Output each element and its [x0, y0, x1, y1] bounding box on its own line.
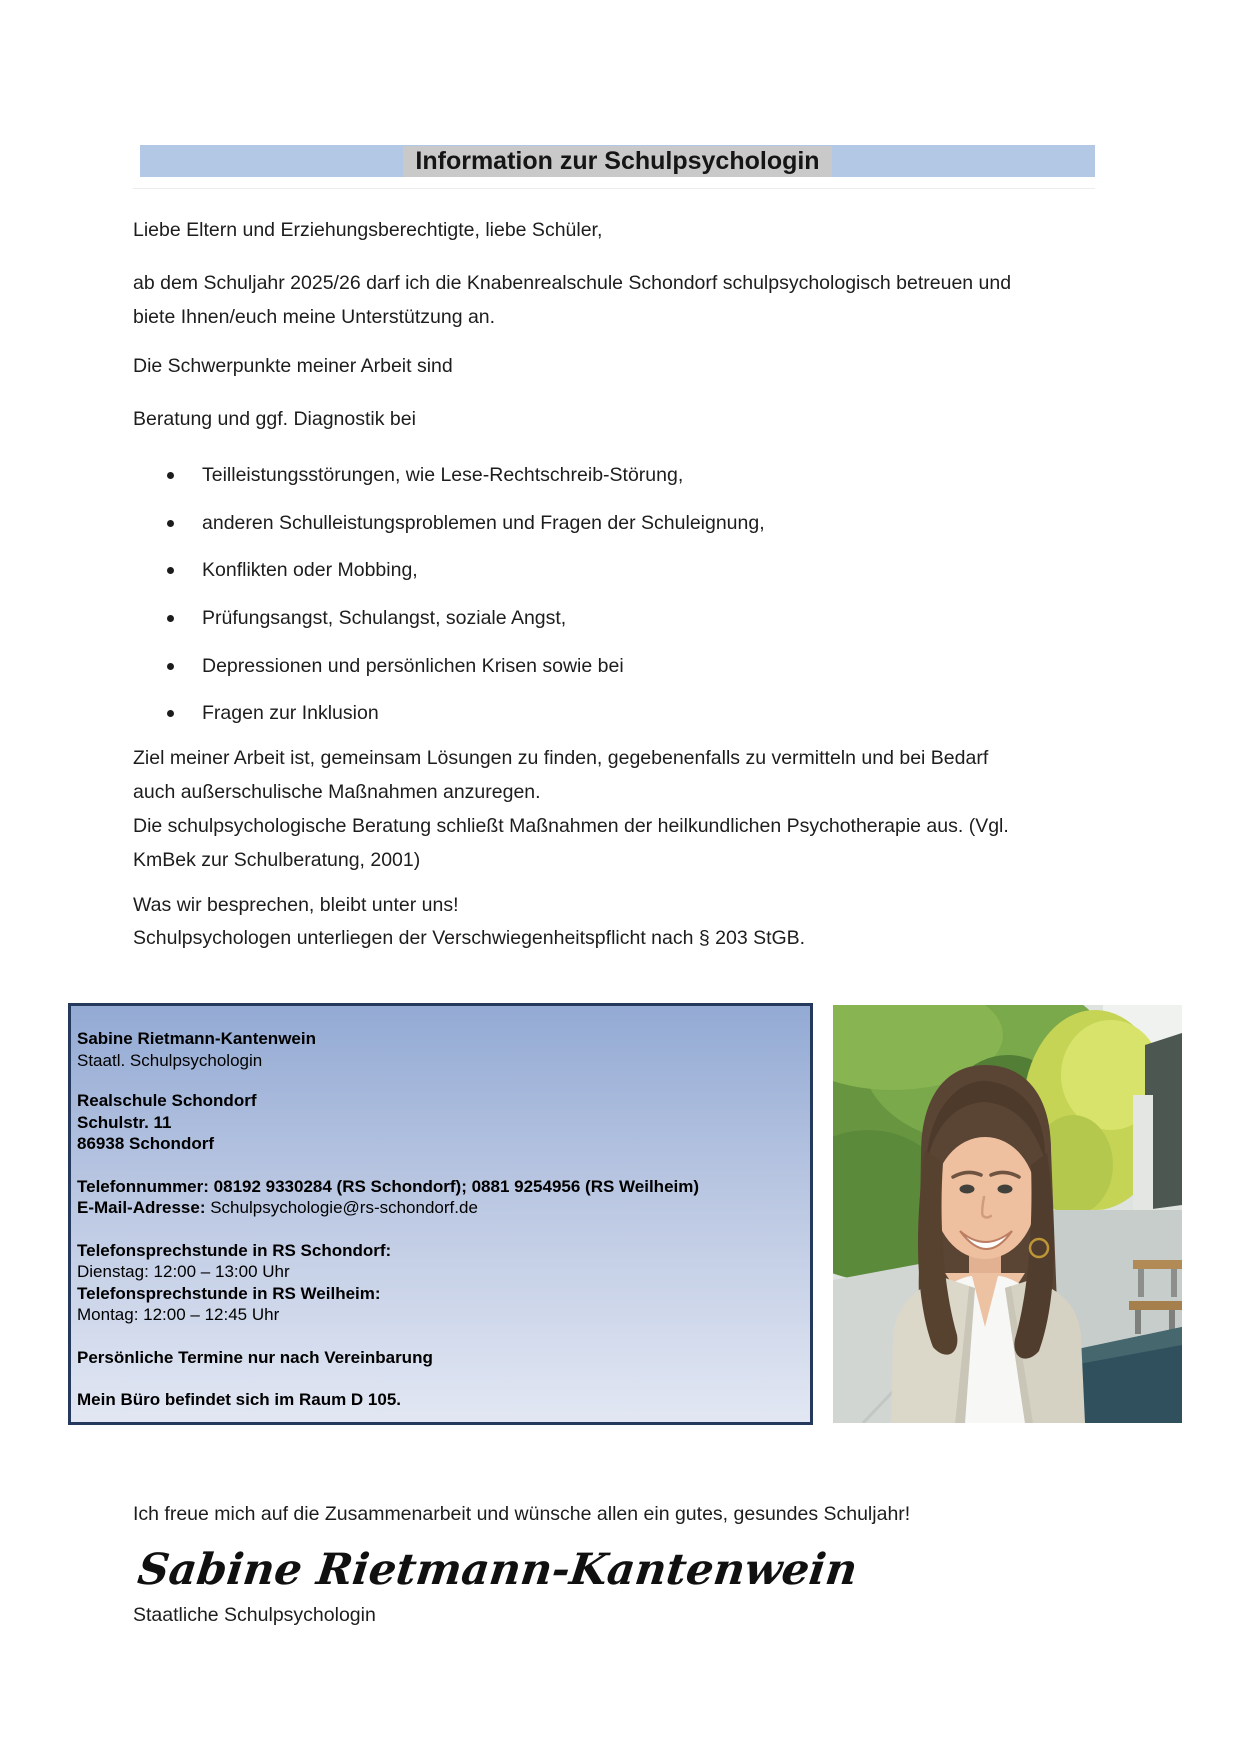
hours-weilheim-value: Montag: 12:00 – 12:45 Uhr: [77, 1305, 280, 1324]
contact-city: 86938 Schondorf: [77, 1134, 214, 1153]
goal-line-4: KmBek zur Schulberatung, 2001): [133, 849, 421, 871]
confidentiality-line-2: Schulpsychologen unterliegen der Verschwiegenheitspflicht nach § 203 StGB.: [133, 927, 806, 949]
bullet-item: [167, 452, 765, 500]
intro-line-2: biete Ihnen/euch meine Unterstützung an.: [133, 306, 496, 328]
goal-line-2: auch außerschulische Maßnahmen anzuregen.: [133, 781, 541, 803]
contact-info-box: [68, 1003, 813, 1425]
office-note: Mein Büro befindet sich im Raum D 105.: [77, 1390, 402, 1409]
greeting-text: Liebe Eltern und Erziehungsberechtigte, liebe Schüler,: [133, 219, 603, 241]
contact-name: Sabine Rietmann-Kantenwein: [77, 1029, 316, 1048]
signature-role: Staatliche Schulpsychologin: [133, 1604, 376, 1626]
hours-weilheim-label: Telefonsprechstunde in RS Weilheim:: [77, 1283, 381, 1303]
signature-handwriting: Sabine Rietmann-Kantenwein: [135, 1545, 861, 1595]
topics-bullet-list: [167, 452, 765, 738]
confidentiality-line-1: Was wir besprechen, bleibt unter uns!: [133, 894, 459, 916]
hours-schondorf-label: Telefonsprechstunde in RS Schondorf:: [77, 1240, 392, 1260]
goal-line-1: Ziel meiner Arbeit ist, gemeinsam Lösungen zu finden, gegebenenfalls zu vermitteln und bei Bedarf: [133, 747, 989, 769]
goal-line-3: Die schulpsychologische Beratung schließt Maßnahmen der heilkundlichen Psychotherapie aus. (Vgl.: [133, 815, 1009, 837]
portrait-photo: [833, 1005, 1182, 1423]
intro-paragraph: [133, 266, 1011, 334]
page-title: Information zur Schulpsychologin: [403, 146, 831, 177]
focus-line: Die Schwerpunkte meiner Arbeit sind: [133, 355, 453, 377]
bullet-icon: [167, 663, 174, 670]
phone-value: 08192 9330284 (RS Schondorf); 0881 9254956 (RS Weilheim): [213, 1176, 700, 1196]
advice-line: Beratung und ggf. Diagnostik bei: [133, 408, 416, 430]
bullet-item: [167, 690, 765, 738]
bullet-label: Prüfungsangst, Schulangst, soziale Angst,: [202, 607, 567, 630]
bullet-label: Teilleistungsstörungen, wie Lese-Rechtschreib-Störung,: [202, 464, 684, 487]
bullet-label: Fragen zur Inklusion: [202, 702, 379, 725]
bullet-icon: [167, 567, 174, 574]
intro-line-1: ab dem Schuljahr 2025/26 darf ich die Knabenrealschule Schondorf schulpsychologisch betreuen und: [133, 272, 1012, 294]
bullet-icon: [167, 615, 174, 622]
bullet-item: [167, 547, 765, 595]
bullet-icon: [167, 472, 174, 479]
hours-schondorf-value: Dienstag: 12:00 – 13:00 Uhr: [77, 1262, 290, 1281]
title-banner: [140, 145, 1095, 177]
email-value: Schulpsychologie@rs-schondorf.de: [210, 1198, 478, 1217]
contact-phone-line: [77, 1176, 800, 1198]
bullet-icon: [167, 710, 174, 717]
contact-role: Staatl. Schulpsychologin: [77, 1050, 263, 1070]
bullet-item: [167, 642, 765, 690]
phone-label: Telefonnummer:: [77, 1176, 209, 1196]
appointments-note: Persönliche Termine nur nach Vereinbarung: [77, 1347, 433, 1367]
bullet-label: Konflikten oder Mobbing,: [202, 559, 418, 582]
bullet-label: Depressionen und persönlichen Krisen sowie bei: [202, 654, 624, 677]
contact-street: Schulstr. 11: [77, 1112, 172, 1132]
bullet-label: anderen Schulleistungsproblemen und Fragen der Schuleignung,: [202, 511, 765, 534]
goal-paragraph: [133, 741, 1009, 877]
closing-line: Ich freue mich auf die Zusammenarbeit und wünsche allen ein gutes, gesundes Schuljahr!: [133, 1503, 911, 1525]
contact-email-line: [77, 1197, 800, 1219]
divider-line: [133, 188, 1095, 189]
contact-school: Realschule Schondorf: [77, 1091, 257, 1110]
confidentiality-paragraph: [133, 889, 805, 955]
bullet-item: [167, 595, 765, 643]
bullet-icon: [167, 520, 174, 527]
bullet-item: [167, 500, 765, 548]
email-label: E-Mail-Adresse:: [77, 1198, 206, 1217]
